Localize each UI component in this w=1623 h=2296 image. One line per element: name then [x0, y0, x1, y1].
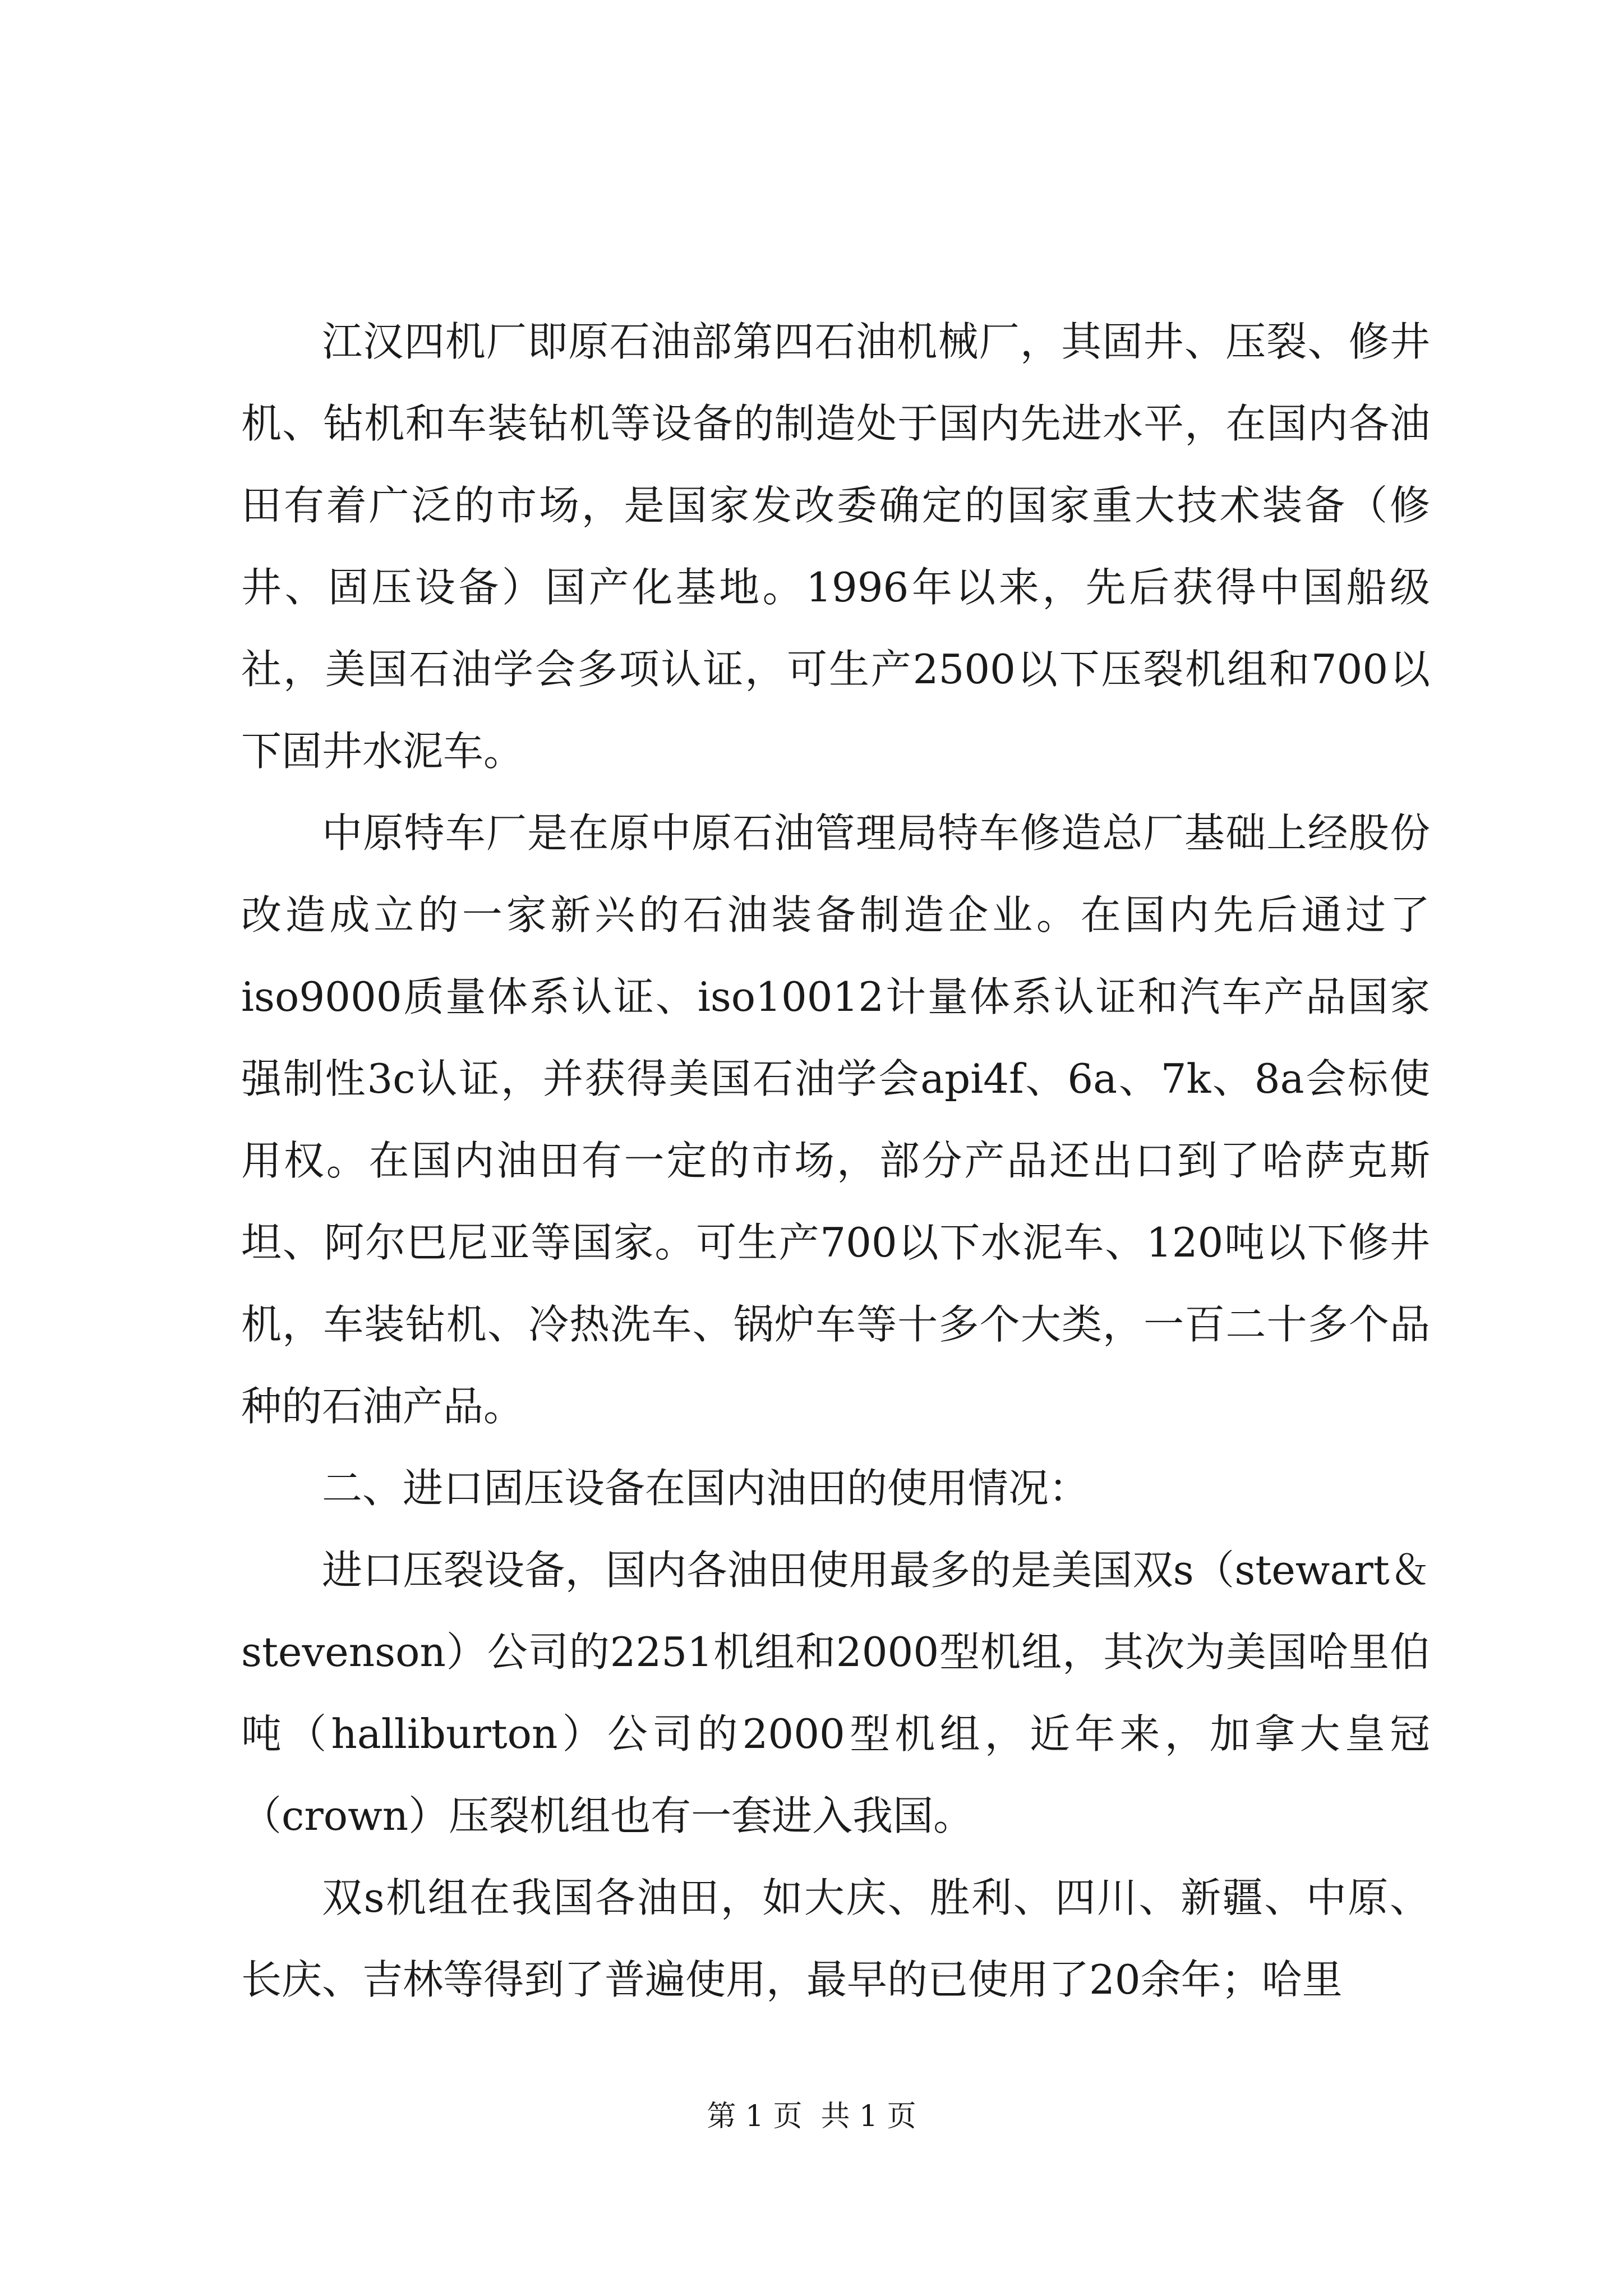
- page-footer: [0, 2097, 1623, 2136]
- section-heading-imported-equipment: 二、进口固压设备在国内油田的使用情况：: [322, 1465, 1090, 1512]
- paragraph-jianghan-factory: 江汉四机厂即原石油部第四石油机械厂，其固井、压裂、修井机、钻机和车装钻机等设备的制造处于国内先进水平，在国内各油田有着广泛的市场，是国家发改委确定的国家重大技术装备（修井、固压设备）国产化基地。1996年以来，先后获得中国船级社，美国石油学会多项认证，可生产2500以下压裂机组和700以下固井水泥车。: [241, 318, 1430, 775]
- paragraph-imported-fracturing: 进口压裂设备，国内各油田使用最多的是美国双s（stewart＆stevenson）公司的2251机组和2000型机组，其次为美国哈里伯吨（halliburton）公司的2000型机组，近年来，加拿大皇冠（crown）压裂机组也有一套进入我国。: [241, 1547, 1430, 1839]
- paragraph-zhongyuan-factory: 中原特车厂是在原中原石油管理局特车修造总厂基础上经股份改造成立的一家新兴的石油装备制造企业。在国内先后通过了iso9000质量体系认证、iso10012计量体系认证和汽车产品国家强制性3c认证，并获得美国石油学会api4f、6a、7k、8a会标使用权。在国内油田有一定的市场，部分产品还出口到了哈萨克斯坦、阿尔巴尼亚等国家。可生产700以下水泥车、120吨以下修井机，车装钻机、冷热洗车、锅炉车等十多个大类，一百二十多个品种的石油产品。: [241, 809, 1430, 1430]
- page-number-label: 第 1 页 共 1 页: [707, 2100, 916, 2133]
- document-body: [241, 301, 1430, 2021]
- paragraph-double-s-units: 双s机组在我国各油田，如大庆、胜利、四川、新疆、中原、长庆、吉林等得到了普遍使用，最早的已使用了20余年；哈里: [241, 1874, 1430, 2003]
